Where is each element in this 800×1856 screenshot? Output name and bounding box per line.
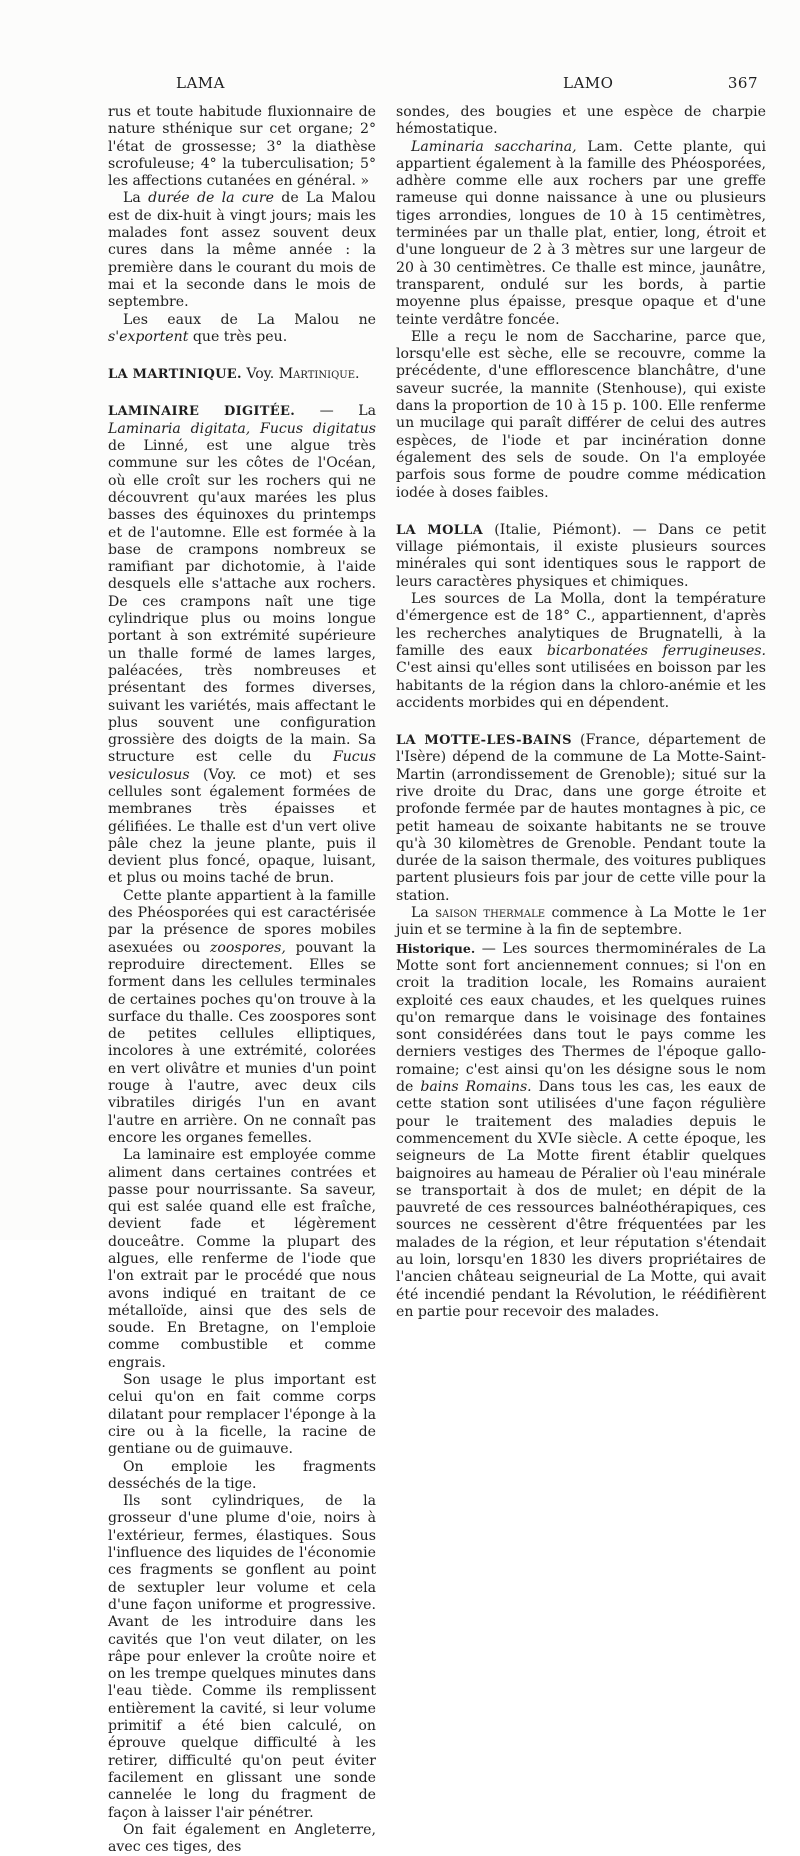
paragraph: Historique. — Les sources thermominérales de La Motte sont fort anciennement connues; si l'on en croit la tradition locale, les Romains auraient exploité ces eaux chaudes, et les quelques ruines qu'on remarque dans le voisinage des fontaines sont considérées dans tout le pays comme les derniers vestiges des Thermes de l'époque gallo-romaine; c'est ainsi qu'on les désigne sous le nom de bains Romains. Dans tous les cas, les eaux de cette station sont utilisées d'une façon régulière pour le traitement des maladies depuis le commencement du XVIe siècle. A cette époque, les seigneurs de La Motte firent établir quelques baignoires au hameau de Péralier où l'eau minérale se transportait à dos de mulet; en dépit de la pauvreté de ces ressources balnéothérapiques, ces sources ne cessèrent d'être fréquentées par les malades de la région, et leur réputation s'étendait au loin, lorsqu'en 1830 les divers propriétaires de l'ancien château seigneurial de La Motte, qui avait été incendié pendant la Révolution, le réédifièrent en partie pour recevoir des malades. [396, 940, 767, 1320]
cross-reference: Martinique. [278, 366, 360, 383]
entry-headword: LA MARTINIQUE. [108, 367, 242, 383]
entry-la-motte-les-bains: LA MOTTE-LES-BAINS (France, département de l'Isère) dépend de la commune de La Motte-Saint-Martin (arrondissement de Grenoble); situé sur la rive droite du Drac, dans une gorge étroite et profonde fermée par de hautes montagnes à pic, ce petit hameau de soixante habitants ne se trouve qu'à 30 kilomètres de Grenoble. Pendant toute la durée de la saison thermale, des voitures publiques partent plusieurs fois par jour de cette ville pour la station. [396, 732, 766, 904]
entry-headword: LA MOLLA [396, 522, 484, 538]
header-center-word: LAMO [563, 74, 614, 92]
paragraph: Elle a reçu le nom de Saccharine, parce que, lorsqu'elle est sèche, elle se recouvre, comme la précédente, d'une efflorescence blanchâtre, d'une saveur sucrée, la mannite (Stenhouse), qui existe dans la proportion de 10 à 15 p. 100. Elle renferme un mucilage qui paraît différer de celui des autres espèces, de l'iode et par incinération donne également des sels de soude. On l'a employée parfois sous forme de poudre comme médication iodée à doses faibles. [396, 328, 766, 501]
paragraph: rus et toute habitude fluxionnaire de nature sthénique sur cet organe; 2° l'état de grossesse; 3° la diathèse scrofuleuse; 4° la tuberculisation; 5° les affections cutanées en général. » [108, 104, 376, 190]
left-column [108, 104, 376, 1856]
entry-la-molla: LA MOLLA (Italie, Piémont). — Dans ce petit village piémontais, il existe plusieurs sources minérales qui sont identiques sous le rapport de leurs caractères physiques et chimiques. [396, 521, 766, 590]
paragraph: Cette plante appartient à la famille des Phéosporées qui est caractérisée par la présence de spores mobiles asexuées ou zoospores, pouvant la reproduire directement. Elles se forment dans les cellules terminales de certaines poches qu'on trouve à la surface du thalle. Ces zoospores sont de petites cellules elliptiques, incolores à une extrémité, colorées en vert olivâtre et munies d'un point rouge à l'autre, avec deux cils vibratiles dirigés l'un en avant l'autre en arrière. On ne connaît pas encore les organes femelles. [108, 887, 376, 1146]
paragraph: La saison thermale commence à La Motte le 1er juin et se termine à la fin de septembre. [396, 905, 766, 939]
paragraph: sondes, des bougies et une espèce de charpie hémostatique. [396, 104, 766, 138]
entry-laminaire-digitee: LAMINAIRE DIGITÉE. — La Laminaria digitata, Fucus digitatus de Linné, est une algue très commune sur les côtes de l'Océan, où elle croît sur les rochers qui ne découvrent qu'aux marées les plus basses des équinoxes du printemps et de l'automne. Elle est formée à la base de crampons nombreux se ramifiant par dichotomie, à l'aide desquels elle s'attache aux rochers. De ces crampons naît une tige cylindrique plus ou moins longue portant à son extrémité supérieure un thalle formé de lames larges, paléacées, très nombreuses et présentant des formes diverses, suivant les variétés, mais affectant le plus souvent une configuration grossière des doigts de la main. Sa structure est celle du Fucus vesiculosus (Voy. ce mot) et ses cellules sont également formées de membranes très épaisses et gélifiées. Le thalle est d'un vert olive pâle chez la jeune plante, puis il devient plus foncé, opaque, luisant, et plus ou moins taché de brun. [108, 403, 376, 887]
paragraph: La durée de la cure de La Malou est de dix-huit à vingt jours; mais les malades font assez souvent deux cures dans la même année : la première dans le courant du mois de mai et la seconde dans le mois de septembre. [108, 190, 376, 311]
entry-headword: LA MOTTE-LES-BAINS [396, 733, 572, 749]
paragraph: Les sources de La Molla, dont la température d'émergence est de 18° C., appartiennent, d'après les recherches analytiques de Brugnatelli, à la famille des eaux bicarbonatées ferrugineuses. C'est ainsi qu'elles sont utilisées en boisson par les habitants de la région dans la chloro-anémie et les accidents morbides qui en dépendent. [396, 591, 766, 711]
paragraph: Ils sont cylindriques, de la grosseur d'une plume d'oie, noirs à l'extérieur, fermes, élastiques. Sous l'influence des liquides de l'économie ces fragments se gonflent au point de sextupler leur volume et cela d'une façon uniforme et progressive. Avant de les introduire dans les cavités que l'on veut dilater, on les râpe pour enlever la croûte noire et on les trempe quelques minutes dans l'eau tiède. Comme ils remplissent entièrement la cavité, si leur volume primitif a été bien calculé, on éprouve quelque difficulté à les retirer, difficulté qu'on peut éviter facilement en glissant une sonde cannelée le long du fragment de façon à laisser l'air pénétrer. [108, 1493, 376, 1821]
paragraph: Les eaux de La Malou ne s'exportent que très peu. [108, 311, 376, 345]
paragraph: Laminaria saccharina, Lam. Cette plante, qui appartient également à la famille des Phéosporées, adhère comme elle aux rochers par une greffe rameuse qui donne naissance à une ou plusieurs tiges arrondies, longues de 10 à 15 centimètres, terminées par un thalle plat, entier, long, étroit et d'une longueur de 2 à 3 mètres sur une largeur de 20 à 30 centimètres. Ce thalle est mince, jaunâtre, transparent, ondulé sur les bords, à partie moyenne plus épaisse, presque opaque et d'une teinte verdâtre foncée. [396, 138, 766, 328]
entry-la-martinique: LA MARTINIQUE. Voy. Martinique. [108, 366, 360, 383]
entry-headword: LAMINAIRE DIGITÉE. [108, 404, 296, 420]
paragraph: On emploie les fragments desséchés de la tige. [108, 1458, 376, 1492]
header-left-word: LAMA [176, 74, 225, 92]
subheading: Historique. [396, 940, 476, 956]
page-number: 367 [727, 74, 758, 92]
paragraph: On fait également en Angleterre, avec ces tiges, des [108, 1821, 376, 1856]
paragraph: Son usage le plus important est celui qu'on en fait comme corps dilatant pour remplacer l'éponge à la cire ou à la ficelle, la racine de gentiane ou de guimauve. [108, 1372, 376, 1458]
paragraph: La laminaire est employée comme aliment dans certaines contrées et passe pour nourrissante. Sa saveur, qui est salée quand elle est fraîche, devient fade et légèrement douceâtre. Comme la plupart des algues, elle renferme de l'iode que l'on extrait par le procédé que nous avons indiqué en traitant de ce métalloïde, ainsi que des sels de soude. En Bretagne, on l'emploie comme combustible et comme engrais. [108, 1147, 376, 1371]
running-header [108, 74, 758, 98]
right-column [396, 104, 766, 1321]
